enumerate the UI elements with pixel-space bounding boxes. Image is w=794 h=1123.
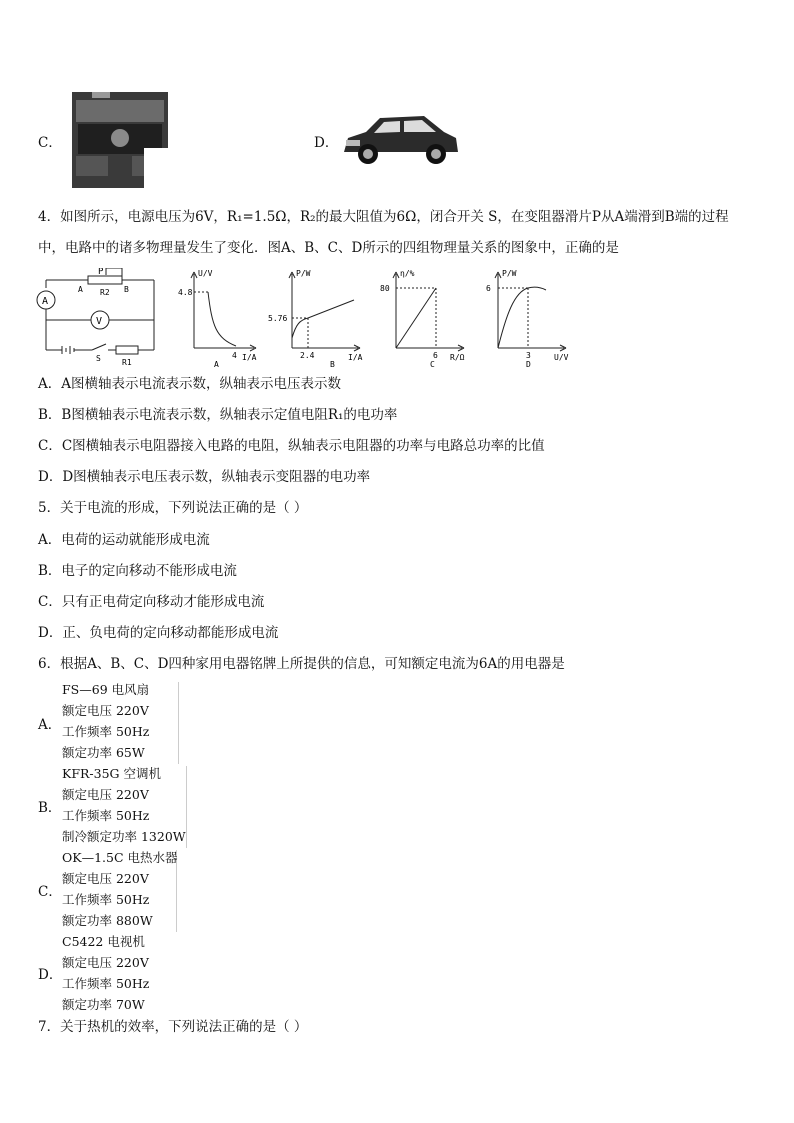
plate-a-line: 额定功率 65W: [62, 745, 145, 760]
circuit-diagram: [36, 268, 160, 368]
graph-a-ylabel: U/V: [198, 269, 213, 278]
graph-c-line: [396, 288, 436, 348]
q5-option-a: A．电荷的运动就能形成电流: [38, 532, 210, 548]
graph-b-ytick: 5.76: [268, 314, 288, 323]
end-b-label: B: [124, 285, 129, 294]
plate-b-line: 额定电压 220V: [62, 787, 149, 802]
graph-a-xlabel: I/A: [242, 353, 257, 362]
plate-b-line: KFR-35G 空调机: [62, 766, 162, 781]
plate-b-line: 制冷额定功率 1320W: [62, 829, 186, 844]
q4-option-c: C．C图横轴表示电阻器接入电路的电阻，纵轴表示电阻器的功率与电路总功率的比值: [38, 438, 545, 454]
graph-c-ytick: 80: [380, 284, 390, 293]
graph-d: [484, 266, 580, 370]
q4-option-d: D．D图横轴表示电压表示数，纵轴表示变阻器的电功率: [38, 469, 371, 485]
graph-a-caption: A: [214, 360, 219, 369]
plate-c-line: OK—1.5C 电热水器: [62, 850, 178, 865]
graph-b-ylabel: P/W: [296, 269, 311, 278]
graph-a-ytick: 4.8: [178, 288, 193, 297]
q7-stem: 7．关于热机的效率，下列说法正确的是（ ）: [38, 1019, 308, 1035]
graph-b-caption: B: [330, 360, 335, 369]
voltmeter-label: V: [96, 316, 103, 327]
plate-a-line: FS—69 电风扇: [62, 682, 150, 697]
graph-d-ytick: 6: [486, 284, 491, 293]
truck-photo: [64, 88, 176, 190]
graph-b-curve: [292, 300, 354, 338]
plate-c-line: 工作频率 50Hz: [62, 892, 150, 907]
plate-c-line: 额定电压 220V: [62, 871, 149, 886]
graph-c-ylabel: η/%: [400, 269, 415, 278]
q5-stem: 5．关于电流的形成，下列说法正确的是（ ）: [38, 500, 308, 516]
slider-label: P: [98, 268, 104, 277]
plate-d-line: 工作频率 50Hz: [62, 976, 150, 991]
graph-d-ylabel: P/W: [502, 269, 517, 278]
plate-d-line: 额定功率 70W: [62, 997, 145, 1012]
graph-d-caption: D: [526, 360, 531, 369]
graph-c: [378, 266, 474, 370]
q3-option-c-label: C．: [38, 135, 62, 151]
car-photo: [340, 108, 462, 170]
plate-b-line: 工作频率 50Hz: [62, 808, 150, 823]
plate-d-line: 额定电压 220V: [62, 955, 149, 970]
q3-option-d-label: D．: [314, 135, 339, 151]
graph-b-xtick: 2.4: [300, 351, 315, 360]
plate-a-line: 工作频率 50Hz: [62, 724, 150, 739]
graph-b-xlabel: I/A: [348, 353, 363, 362]
graph-a: [178, 266, 268, 370]
q4-option-b: B．B图横轴表示电流表示数，纵轴表示定值电阻R₁的电功率: [38, 407, 398, 423]
graph-c-xtick: 6: [433, 351, 438, 360]
graph-d-curve: [498, 287, 546, 348]
q4-stem-line1: 4．如图所示，电源电压为6V，R₁=1.5Ω，R₂的最大阻值为6Ω，闭合开关 S，在变阻器滑片P从A端滑到B端的过程: [38, 209, 729, 225]
q6-option-d-label: D．: [38, 967, 63, 983]
graph-b: [266, 266, 366, 370]
graph-a-curve: [208, 292, 236, 346]
q5-option-c: C．只有正电荷定向移动才能形成电流: [38, 594, 265, 610]
r2-resistor: [88, 276, 122, 284]
q6-stem: 6．根据A、B、C、D四种家用电器铭牌上所提供的信息，可知额定电流为6A的用电器是: [38, 656, 565, 672]
graph-d-xlabel: U/V: [554, 353, 569, 362]
r2-label: R2: [100, 288, 110, 297]
switch-label: S: [96, 354, 101, 363]
q4-option-a: A．A图横轴表示电流表示数，纵轴表示电压表示数: [38, 376, 341, 392]
r1-label: R1: [122, 358, 132, 367]
plate-a-line: 额定电压 220V: [62, 703, 149, 718]
graph-a-xtick: 4: [232, 351, 237, 360]
q6-option-a-label: A．: [38, 717, 62, 733]
end-a-label: A: [78, 285, 83, 294]
plate-c-line: 额定功率 880W: [62, 913, 153, 928]
ammeter-label: A: [42, 296, 49, 307]
q4-stem-line2: 中，电路中的诸多物理量发生了变化．图A、B、C、D所示的四组物理量关系的图象中，正确的是: [38, 240, 619, 256]
graph-c-caption: C: [430, 360, 435, 369]
plate-d-line: C5422 电视机: [62, 934, 145, 949]
graph-d-xtick: 3: [526, 351, 531, 360]
r1-resistor: [116, 346, 138, 354]
q6-option-b-label: B．: [38, 800, 62, 816]
q5-option-b: B．电子的定向移动不能形成电流: [38, 563, 237, 579]
graph-c-xlabel: R/Ω: [450, 353, 465, 362]
q6-option-c-label: C．: [38, 884, 62, 900]
q5-option-d: D．正、负电荷的定向移动都能形成电流: [38, 625, 279, 641]
